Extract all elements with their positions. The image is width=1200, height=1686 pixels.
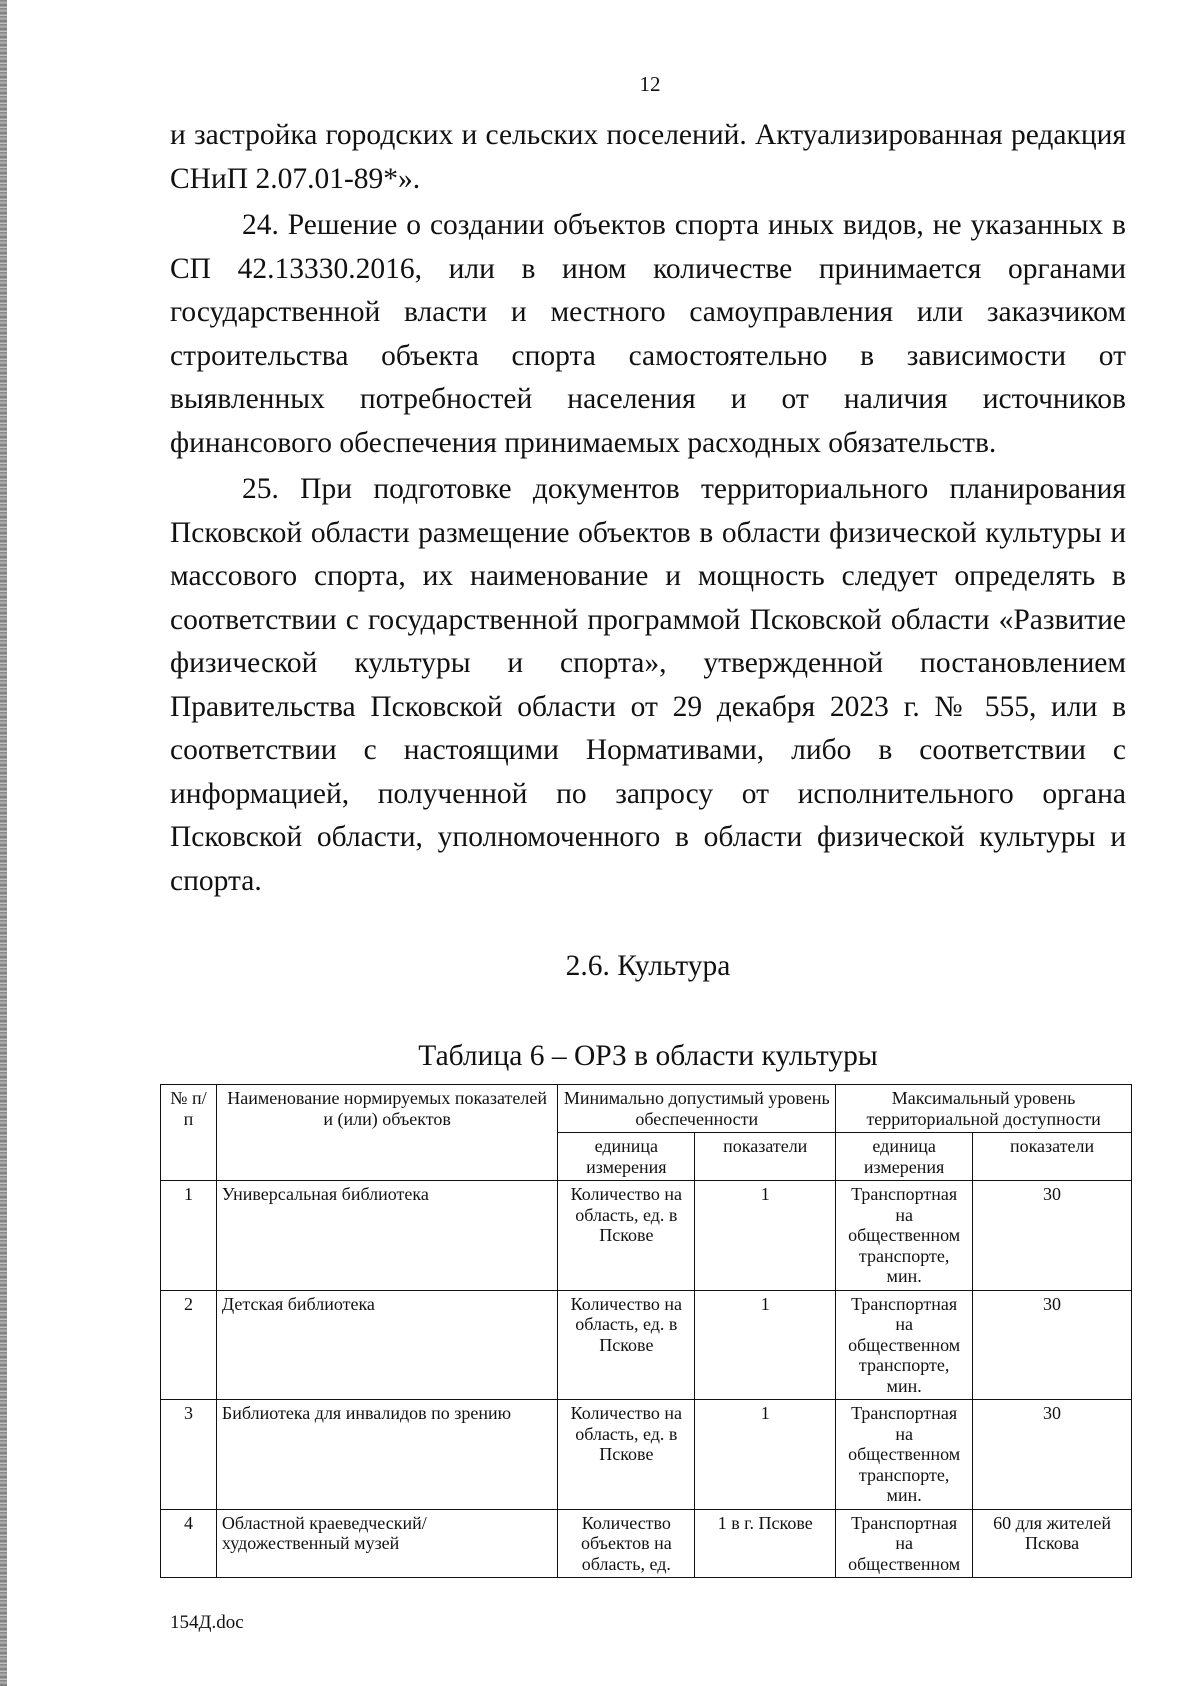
header-min-level: Минимально допустимый уровень обеспеченности <box>558 1085 836 1133</box>
header-max-level: Максимальный уровень территориальной доступности <box>836 1085 1132 1133</box>
cell-value2: 30 <box>973 1400 1132 1510</box>
cell-value2: 60 для жителей Пскова <box>973 1509 1132 1578</box>
cell-value: 1 <box>695 1400 836 1510</box>
section-title: 2.6. Культура <box>565 950 731 982</box>
cell-name: Универсальная библиотека <box>216 1181 557 1291</box>
table-header-row <box>161 1085 1132 1133</box>
paragraph-continuation: и застройка городских и сельских поселений. Актуализированная редакция СНиП 2.07.01-89*». <box>170 119 1126 195</box>
header-name: Наименование нормируемых показателей и (или) объектов <box>216 1085 557 1181</box>
cell-value2: 30 <box>973 1290 1132 1400</box>
body-text <box>170 114 1126 903</box>
cell-name: Областной краеведческий/ художественный музей <box>216 1509 557 1578</box>
file-name-footer: 154Д.doc <box>170 1612 244 1633</box>
cell-unit: Количество на область, ед. в Пскове <box>558 1181 695 1291</box>
cell-unit: Количество объектов на область, ед. <box>558 1509 695 1578</box>
cell-unit: Количество на область, ед. в Пскове <box>558 1290 695 1400</box>
header-value2: показатели <box>973 1133 1132 1181</box>
cell-value: 1 в г. Пскове <box>695 1509 836 1578</box>
cell-num: 4 <box>161 1509 217 1578</box>
cell-unit2: Транспортная на общественном транспорте, мин. <box>836 1181 973 1291</box>
culture-table <box>160 1084 1132 1578</box>
cell-value2: 30 <box>973 1181 1132 1291</box>
table-row <box>161 1290 1132 1400</box>
cell-name: Библиотека для инвалидов по зрению <box>216 1400 557 1510</box>
paragraph-24: 24. Решение о создании объектов спорта иных видов, не указанных в СП 42.13330.2016, или в ином количестве принимается органами государственной власти и местного самоуправления или заказчиком строительства объекта спорта самостоятельно в зависимости от выявленных потребностей населения и от наличия источников финансового обеспечения принимаемых расходных обязательств. <box>170 209 1126 459</box>
cell-num: 1 <box>161 1181 217 1291</box>
cell-num: 2 <box>161 1290 217 1400</box>
table-row <box>161 1181 1132 1291</box>
header-unit2: единица измерения <box>836 1133 973 1181</box>
cell-unit2: Транспортная на общественном транспорте, мин. <box>836 1400 973 1510</box>
cell-value: 1 <box>695 1181 836 1291</box>
paragraph-25: 25. При подготовке документов территориального планирования Псковской области размещение объектов в области физической культуры и массового спорта, их наименование и мощность следует определять в соответствии с государственной программой Псковской области «Развитие физической культуры и спорта», утвержденной постановлением Правительства Псковской области от 29 декабря 2023 г. № 555, или в соответствии с настоящими Нормативами, либо в соответствии с информацией, полученной по запросу от исполнительного органа Псковской области, уполномоченного в области физической культуры и спорта. <box>170 473 1126 897</box>
page-number: 12 <box>639 72 661 96</box>
cell-value: 1 <box>695 1290 836 1400</box>
header-unit: единица измерения <box>558 1133 695 1181</box>
cell-num: 3 <box>161 1400 217 1510</box>
table-row <box>161 1509 1132 1578</box>
table-row <box>161 1400 1132 1510</box>
cell-unit: Количество на область, ед. в Пскове <box>558 1400 695 1510</box>
table-caption: Таблица 6 – ОРЗ в области культуры <box>418 1040 878 1072</box>
cell-unit2: Транспортная на общественном <box>836 1509 973 1578</box>
cell-name: Детская библиотека <box>216 1290 557 1400</box>
cell-unit2: Транспортная на общественном транспорте, мин. <box>836 1290 973 1400</box>
scan-edge <box>0 0 7 1686</box>
header-value: показатели <box>695 1133 836 1181</box>
header-num: № п/п <box>161 1085 217 1181</box>
